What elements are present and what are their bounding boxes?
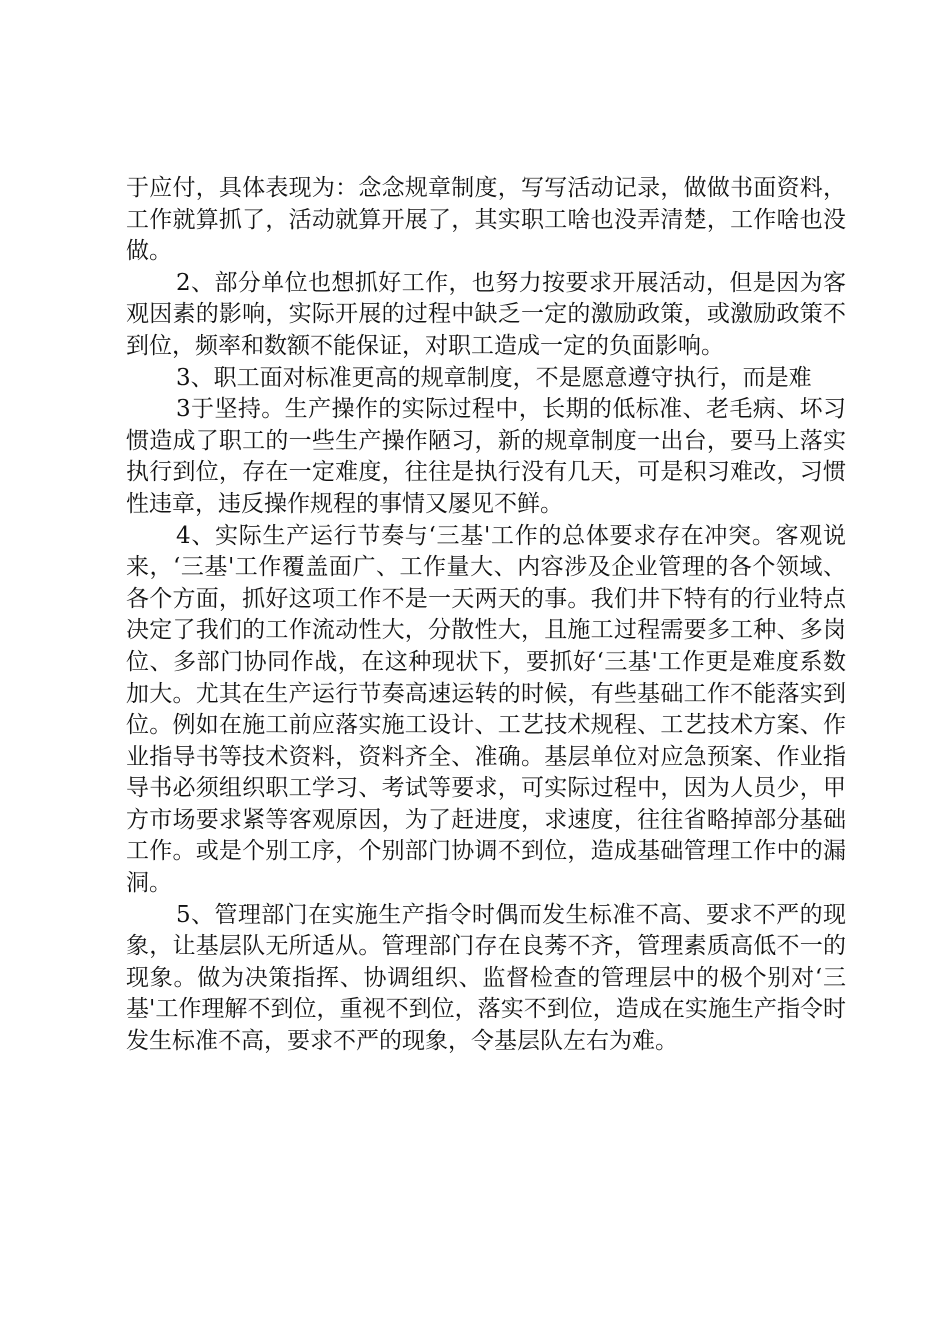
- paragraph-item-2: 2、部分单位也想抓好工作，也努力按要求开展活动，但是因为客观因素的影响，实际开展的过程中缺乏一定的激励政策，或激励政策不到位，频率和数额不能保证，对职工造成一定的负面影响。: [126, 269, 846, 359]
- paragraph-item-4: 4、实际生产运行节奏与‘三基'工作的总体要求存在冲突。客观说来，‘三基'工作覆盖面广、工作量大、内容涉及企业管理的各个领域、各个方面，抓好这项工作不是一天两天的事。我们井下特有的行业特点决定了我们的工作流动性大，分散性大，且施工过程需要多工种、多岗位、多部门协同作战，在这种现状下，要抓好‘三基'工作更是难度系数加大。尤其在生产运行节奏高速运转的时候，有些基础工作不能落实到位。例如在施工前应落实施工设计、工艺技术规程、工艺技术方案、作业指导书等技术资料，资料齐全、准确。基层单位对应急预案、作业指导书必须组织职工学习、考试等要求，可实际过程中，因为人员少，甲方市场要求紧等客观原因，为了赶进度，求速度，往往省略掉部分基础工作。或是个别工序，个别部门协调不到位，造成基础管理工作中的漏洞。: [126, 522, 846, 897]
- paragraph-item-3-continued: 3于坚持。生产操作的实际过程中，长期的低标准、老毛病、坏习惯造成了职工的一些生产操作陋习，新的规章制度一出台，要马上落实执行到位，存在一定难度，往往是执行没有几天，可是积习难改，习惯性违章，违反操作规程的事情又屡见不鲜。: [126, 396, 846, 517]
- paragraph-item-3: 3、职工面对标准更高的规章制度，不是愿意遵守执行，而是难: [176, 364, 812, 391]
- paragraph-continuation: 于应付，具体表现为：念念规章制度，写写活动记录，做做书面资料，工作就算抓了，活动就算开展了，其实职工啥也没弄清楚，工作啥也没做。: [126, 175, 846, 265]
- paragraph-item-5: 5、管理部门在实施生产指令时偶而发生标准不高、要求不严的现象，让基层队无所适从。管理部门存在良莠不齐，管理素质高低不一的现象。做为决策指挥、协调组织、监督检查的管理层中的极个别对‘三基'工作理解不到位，重视不到位，落实不到位，造成在实施生产指令时发生标准不高，要求不严的现象，令基层队左右为难。: [126, 901, 846, 1055]
- document-body: [126, 173, 846, 1058]
